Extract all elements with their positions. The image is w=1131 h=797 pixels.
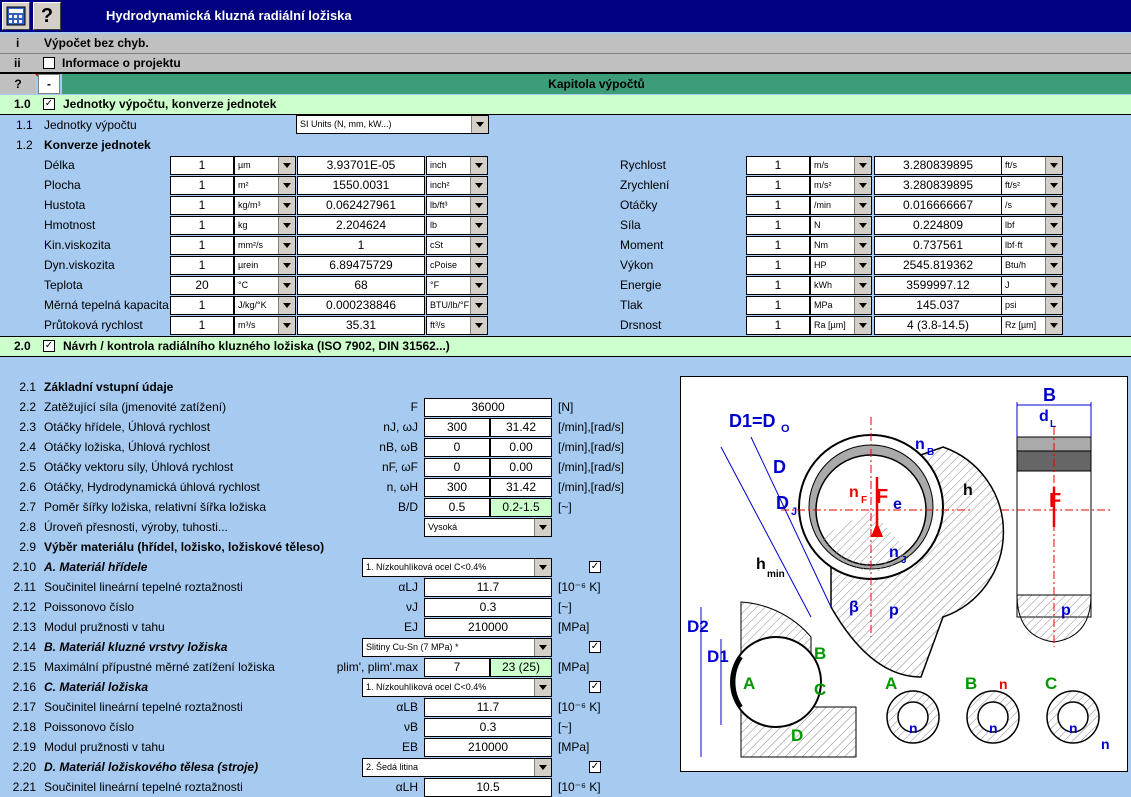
status-text: Výpočet bez chyb.: [44, 36, 149, 50]
conv-left-unit-to[interactable]: cPoise: [426, 256, 488, 275]
svg-text:n: n: [989, 720, 998, 736]
conv-left-input[interactable]: 1: [170, 176, 234, 195]
row-value[interactable]: 11.7: [424, 578, 552, 597]
conv-left-unit-from[interactable]: µrein: [234, 256, 296, 275]
conv-right-input[interactable]: 1: [746, 176, 810, 195]
conv-left-unit-to[interactable]: ft³/s: [426, 316, 488, 335]
project-info-label: Informace o projektu: [62, 56, 181, 70]
conv-left-input[interactable]: 1: [170, 156, 234, 175]
svg-text:C: C: [1045, 674, 1058, 693]
conv-right-input[interactable]: 1: [746, 236, 810, 255]
conv-right-unit-to[interactable]: Rz [µm]: [1001, 316, 1063, 335]
row-label: A. Materiál hřídele: [44, 560, 148, 574]
svg-text:J: J: [901, 555, 907, 566]
row-symbol: EJ: [403, 620, 418, 634]
row-label: D. Materiál ložiskového tělesa (stroje): [44, 760, 259, 774]
row-unit: [10⁻⁶ K]: [558, 780, 601, 794]
row-value[interactable]: 0.3: [424, 718, 552, 737]
conv-right-input[interactable]: 1: [746, 216, 810, 235]
row-unit: [10⁻⁶ K]: [558, 580, 601, 594]
row-label: Součinitel lineární tepelné roztažnosti: [44, 780, 243, 794]
svg-text:n: n: [889, 544, 899, 561]
units-label: Jednotky výpočtu: [44, 118, 137, 132]
row-value[interactable]: 0: [424, 458, 490, 477]
conv-left-input[interactable]: 20: [170, 276, 234, 295]
conv-right-unit-from[interactable]: /min: [810, 196, 872, 215]
svg-text:B: B: [927, 447, 935, 458]
conv-left-label: Dyn.viskozita: [44, 258, 115, 272]
conv-left-label: Délka: [44, 158, 75, 172]
row-symbol: αLJ: [398, 580, 418, 594]
row-symbol: nB, ωB: [379, 440, 418, 454]
conv-right-label: Výkon: [620, 258, 654, 272]
conv-left-unit-from[interactable]: °C: [234, 276, 296, 295]
svg-text:F: F: [861, 495, 868, 506]
conv-left-unit-from[interactable]: mm²/s: [234, 236, 296, 255]
conv-left-unit-to[interactable]: inch²: [426, 176, 488, 195]
svg-text:n: n: [909, 720, 918, 736]
row-value-2: 0.00: [490, 458, 552, 477]
row-value-2: 0.2-1.5: [490, 498, 552, 517]
conv-right-result: 0.224809: [874, 216, 1002, 235]
conv-left-unit-to[interactable]: inch: [426, 156, 488, 175]
svg-text:F: F: [1049, 490, 1062, 512]
row-select[interactable]: 2. Šedá litina: [362, 758, 552, 777]
conv-left-unit-from[interactable]: m³/s: [234, 316, 296, 335]
conv-left-result: 1550.0031: [297, 176, 425, 195]
row-unit: [/min],[rad/s]: [558, 460, 625, 474]
svg-text:p: p: [889, 602, 899, 619]
section-2-title: Návrh / kontrola radiálního kluzného ložiska (ISO 7902, DIN 31562...): [63, 339, 450, 353]
svg-text:D: D: [773, 457, 786, 477]
svg-text:B: B: [1043, 385, 1056, 405]
row-unit: [~]: [558, 600, 572, 614]
conv-right-input[interactable]: 1: [746, 156, 810, 175]
conv-right-unit-from[interactable]: kWh: [810, 276, 872, 295]
row-select[interactable]: Slitiny Cu-Sn (7 MPa) *: [362, 638, 552, 657]
units-select[interactable]: SI Units (N, mm, kW...): [296, 115, 489, 134]
row-number: 2.4: [19, 440, 36, 454]
row-number: 2.6: [19, 480, 36, 494]
conv-right-unit-to[interactable]: Btu/h: [1001, 256, 1063, 275]
conv-right-unit-to[interactable]: psi: [1001, 296, 1063, 315]
row-label: Otáčky vektoru síly, Úhlová rychlost: [44, 460, 234, 474]
conv-right-label: Moment: [620, 238, 664, 252]
row-label: Poissonovo číslo: [44, 720, 135, 734]
svg-text:n: n: [999, 676, 1008, 692]
row-symbol: EB: [401, 740, 418, 754]
svg-text:D: D: [776, 493, 789, 513]
svg-text:D1: D1: [707, 647, 729, 666]
row-number: 2.7: [19, 500, 36, 514]
conversion-label: Konverze jednotek: [44, 138, 151, 152]
row-number: 2.11: [13, 580, 36, 594]
row-number: 2.21: [12, 780, 36, 794]
row-value-2: 0.00: [490, 438, 552, 457]
conv-left-result: 2.204624: [297, 216, 425, 235]
svg-text:L: L: [1050, 419, 1057, 430]
row-number: 2.14: [12, 640, 36, 654]
row-unit: [MPa]: [558, 660, 590, 674]
row-label: Výběr materiálu (hřídel, ložisko, ložiskové těleso): [44, 540, 325, 554]
section-1-checkbox[interactable]: ✓: [44, 98, 54, 109]
row-value[interactable]: 210000: [424, 618, 552, 637]
svg-text:A: A: [743, 674, 756, 693]
conv-left-result: 0.000238846: [297, 296, 425, 315]
row-unit: [MPa]: [558, 620, 590, 634]
row-unit: [10⁻⁶ K]: [558, 700, 601, 714]
svg-text:d: d: [1039, 408, 1049, 425]
row-value[interactable]: 0: [424, 438, 490, 457]
conv-left-input[interactable]: 1: [170, 256, 234, 275]
svg-text:e: e: [893, 496, 902, 513]
row-value-2: 31.42: [490, 478, 552, 497]
diagram-label-D1: D1=D: [729, 411, 776, 431]
row-value-2: 31.42: [490, 418, 552, 437]
row-symbol: nJ, ωJ: [383, 420, 418, 434]
row-unit: [/min],[rad/s]: [558, 440, 625, 454]
conv-right-result: 2545.819362: [874, 256, 1002, 275]
svg-text:β: β: [849, 599, 859, 616]
row-symbol: n, ωH: [386, 480, 418, 494]
conv-left-label: Průtoková rychlost: [44, 318, 143, 332]
conv-right-result: 3599997.12: [874, 276, 1002, 295]
conv-right-result: 4 (3.8-14.5): [874, 316, 1002, 335]
conv-left-unit-from[interactable]: kg/m³: [234, 196, 296, 215]
conv-left-unit-to[interactable]: lb/ft³: [426, 196, 488, 215]
row-label: Maximální přípustné měrné zatížení ložiska: [44, 660, 275, 674]
conv-right-result: 3.280839895: [874, 156, 1002, 175]
conv-right-label: Energie: [620, 278, 662, 292]
conv-right-label: Síla: [620, 218, 641, 232]
conv-right-unit-to[interactable]: lbf: [1001, 216, 1063, 235]
row-number: 2.17: [12, 700, 36, 714]
conv-left-unit-from[interactable]: kg: [234, 216, 296, 235]
conv-left-label: Hustota: [44, 198, 86, 212]
row-label: Zatěžující síla (jmenovité zatížení): [44, 400, 227, 414]
conv-right-label: Otáčky: [620, 198, 658, 212]
row-number: 2.16: [12, 680, 36, 694]
section-2-header: 2.0 ✓ Návrh / kontrola radiálního kluzného ložiska (ISO 7902, DIN 31562...): [0, 337, 1131, 356]
svg-text:B: B: [965, 674, 978, 693]
row-label: Základní vstupní údaje: [44, 380, 174, 394]
row-label: Poissonovo číslo: [44, 600, 135, 614]
title-bar: [0, 0, 1131, 32]
conv-right-input[interactable]: 1: [746, 256, 810, 275]
row-value[interactable]: 300: [424, 418, 490, 437]
conv-left-unit-to[interactable]: BTU/lb/°F: [426, 296, 488, 315]
row-unit: [/min],[rad/s]: [558, 420, 625, 434]
row-number: 2.3: [19, 420, 36, 434]
app-title: Hydrodynamická kluzná radiální ložiska: [106, 8, 352, 23]
row-value[interactable]: 10.5: [424, 778, 552, 797]
row-value[interactable]: 7: [424, 658, 490, 677]
conv-right-label: Zrychlení: [620, 178, 670, 192]
conv-left-input[interactable]: 1: [170, 216, 234, 235]
conv-right-result: 3.280839895: [874, 176, 1002, 195]
bearing-diagram: [680, 376, 1128, 772]
section-1-header: 1.0 ✓ Jednotky výpočtu, konverze jednotek: [0, 95, 1131, 114]
row-label: Poměr šířky ložiska, relativní šířka ložiska: [44, 500, 267, 514]
conv-left-unit-to[interactable]: cSt: [426, 236, 488, 255]
row-value[interactable]: 0.3: [424, 598, 552, 617]
row-label: Součinitel lineární tepelné roztažnosti: [44, 580, 243, 594]
row-number: 2.18: [12, 720, 36, 734]
row-symbol: αLB: [396, 700, 418, 714]
svg-text:C: C: [814, 680, 827, 699]
conv-right-unit-from[interactable]: Ra [µm]: [810, 316, 872, 335]
section-1-title: Jednotky výpočtu, konverze jednotek: [63, 97, 277, 111]
row-symbol: νB: [403, 720, 418, 734]
conv-right-input[interactable]: 1: [746, 296, 810, 315]
row-value[interactable]: 210000: [424, 738, 552, 757]
conv-right-input[interactable]: 1: [746, 276, 810, 295]
conv-right-label: Drsnost: [620, 318, 662, 332]
svg-text:B: B: [814, 644, 827, 663]
section-2-checkbox[interactable]: ✓: [44, 340, 54, 351]
conv-right-unit-from[interactable]: m/s: [810, 156, 872, 175]
row-label: Úroveň přesnosti, výroby, tuhosti...: [44, 520, 228, 534]
status-row-ii: ii Informace o projektu: [0, 53, 1131, 72]
row-number: 2.8: [19, 520, 36, 534]
row-label: Modul pružnosti v tahu: [44, 740, 165, 754]
row-number: 2.10: [12, 560, 36, 574]
conv-right-input[interactable]: 1: [746, 316, 810, 335]
row-checkbox[interactable]: ✓: [590, 761, 600, 772]
row-number: 2.9: [19, 540, 36, 554]
row-number: 2.13: [12, 620, 36, 634]
conv-left-label: Kin.viskozita: [44, 238, 111, 252]
row-unit: [~]: [558, 720, 572, 734]
row-label: Součinitel lineární tepelné roztažnosti: [44, 700, 243, 714]
svg-text:h: h: [756, 556, 766, 573]
row-number: 2.1: [19, 380, 36, 394]
conv-left-unit-from[interactable]: µm: [234, 156, 296, 175]
row-value[interactable]: 36000: [424, 398, 552, 417]
conv-right-unit-to[interactable]: ft/s: [1001, 156, 1063, 175]
conv-left-unit-from[interactable]: J/kg/°K: [234, 296, 296, 315]
svg-text:n: n: [915, 436, 925, 453]
row-unit: [~]: [558, 500, 572, 514]
row-value[interactable]: 0.5: [424, 498, 490, 517]
conv-left-label: Teplota: [44, 278, 83, 292]
conv-left-result: 35.31: [297, 316, 425, 335]
svg-text:A: A: [885, 674, 898, 693]
row-label: Otáčky, Hydrodynamická úhlová rychlost: [44, 480, 260, 494]
row-number: 2.15: [12, 660, 36, 674]
row-symbol: νJ: [406, 600, 418, 614]
row-value-2: 23 (25): [490, 658, 552, 677]
conv-right-unit-to[interactable]: lbf·ft: [1001, 236, 1063, 255]
row-number: 2.5: [19, 460, 36, 474]
conv-left-result: 6.89475729: [297, 256, 425, 275]
svg-text:F: F: [876, 486, 889, 508]
conv-left-unit-to[interactable]: °F: [426, 276, 488, 295]
svg-text:h: h: [963, 482, 973, 499]
svg-text:p: p: [1061, 602, 1071, 619]
row-symbol: αLH: [395, 780, 418, 794]
conv-left-input[interactable]: 1: [170, 236, 234, 255]
row-label: Modul pružnosti v tahu: [44, 620, 165, 634]
svg-text:n: n: [1069, 720, 1078, 736]
conv-left-unit-from[interactable]: m²: [234, 176, 296, 195]
conv-right-unit-to[interactable]: ft/s²: [1001, 176, 1063, 195]
row-select[interactable]: Vysoká: [424, 518, 552, 537]
svg-text:O: O: [781, 423, 790, 435]
chapter-help-button[interactable]: ?: [0, 74, 36, 94]
conv-right-unit-from[interactable]: N: [810, 216, 872, 235]
conv-left-input[interactable]: 1: [170, 296, 234, 315]
svg-text:n: n: [849, 484, 859, 501]
row-select[interactable]: 1. Nízkouhlíková ocel C<0.4%: [362, 678, 552, 697]
conv-right-result: 0.016666667: [874, 196, 1002, 215]
row-symbol: nF, ωF: [381, 460, 418, 474]
row-number: 2.19: [12, 740, 36, 754]
row-number: 2.12: [12, 600, 36, 614]
row-label: C. Materiál ložiska: [44, 680, 149, 694]
conv-right-input[interactable]: 1: [746, 196, 810, 215]
svg-text:n: n: [1101, 736, 1110, 752]
conv-left-input[interactable]: 1: [170, 196, 234, 215]
row-symbol: F: [410, 400, 418, 414]
row-symbol: plim', plim'.max: [336, 660, 418, 674]
help-button[interactable]: ?: [33, 2, 61, 30]
row-checkbox[interactable]: ✓: [590, 641, 600, 652]
row-value[interactable]: 11.7: [424, 698, 552, 717]
row-number: 2.20: [12, 760, 36, 774]
row-label: Otáčky hřídele, Úhlová rychlost: [44, 420, 211, 434]
conv-left-result: 1: [297, 236, 425, 255]
svg-text:min: min: [767, 569, 785, 580]
conv-right-label: Tlak: [620, 298, 643, 312]
conv-right-unit-from[interactable]: HP: [810, 256, 872, 275]
conv-left-result: 3.93701E-05: [297, 156, 425, 175]
conv-right-unit-from[interactable]: m/s²: [810, 176, 872, 195]
conv-left-result: 0.062427961: [297, 196, 425, 215]
conv-right-result: 0.737561: [874, 236, 1002, 255]
conv-right-unit-from[interactable]: MPa: [810, 296, 872, 315]
row-number: 2.2: [19, 400, 36, 414]
row-unit: [/min],[rad/s]: [558, 480, 625, 494]
row-checkbox[interactable]: ✓: [590, 561, 600, 572]
project-info-checkbox[interactable]: [43, 57, 55, 69]
row-checkbox[interactable]: ✓: [590, 681, 600, 692]
conv-right-label: Rychlost: [620, 158, 667, 172]
conv-left-label: Hmotnost: [44, 218, 96, 232]
row-symbol: B/D: [397, 500, 418, 514]
conv-right-result: 145.037: [874, 296, 1002, 315]
svg-text:D: D: [791, 726, 804, 745]
conv-right-unit-from[interactable]: Nm: [810, 236, 872, 255]
row-unit: [MPa]: [558, 740, 590, 754]
svg-text:J: J: [791, 506, 798, 518]
row-label: Otáčky ložiska, Úhlová rychlost: [44, 440, 211, 454]
row-label: B. Materiál kluzné vrstvy ložiska: [44, 640, 228, 654]
conv-left-label: Měrná tepelná kapacita: [44, 298, 169, 312]
conv-left-label: Plocha: [44, 178, 81, 192]
row-select[interactable]: 1. Nízkouhlíková ocel C<0.4%: [362, 558, 552, 577]
conv-left-input[interactable]: 1: [170, 316, 234, 335]
chapter-title: Kapitola výpočtů: [62, 74, 1131, 94]
row-unit: [N]: [558, 400, 574, 414]
chapter-bar: [0, 74, 1131, 94]
conv-right-unit-to[interactable]: J: [1001, 276, 1063, 295]
conv-left-result: 68: [297, 276, 425, 295]
status-row-i: i Výpočet bez chyb.: [0, 34, 1131, 53]
conv-right-unit-to[interactable]: /s: [1001, 196, 1063, 215]
collapse-button[interactable]: -: [38, 74, 60, 94]
calculator-icon[interactable]: [2, 2, 30, 30]
svg-text:D2: D2: [687, 617, 709, 636]
conv-left-unit-to[interactable]: lb: [426, 216, 488, 235]
row-value[interactable]: 300: [424, 478, 490, 497]
